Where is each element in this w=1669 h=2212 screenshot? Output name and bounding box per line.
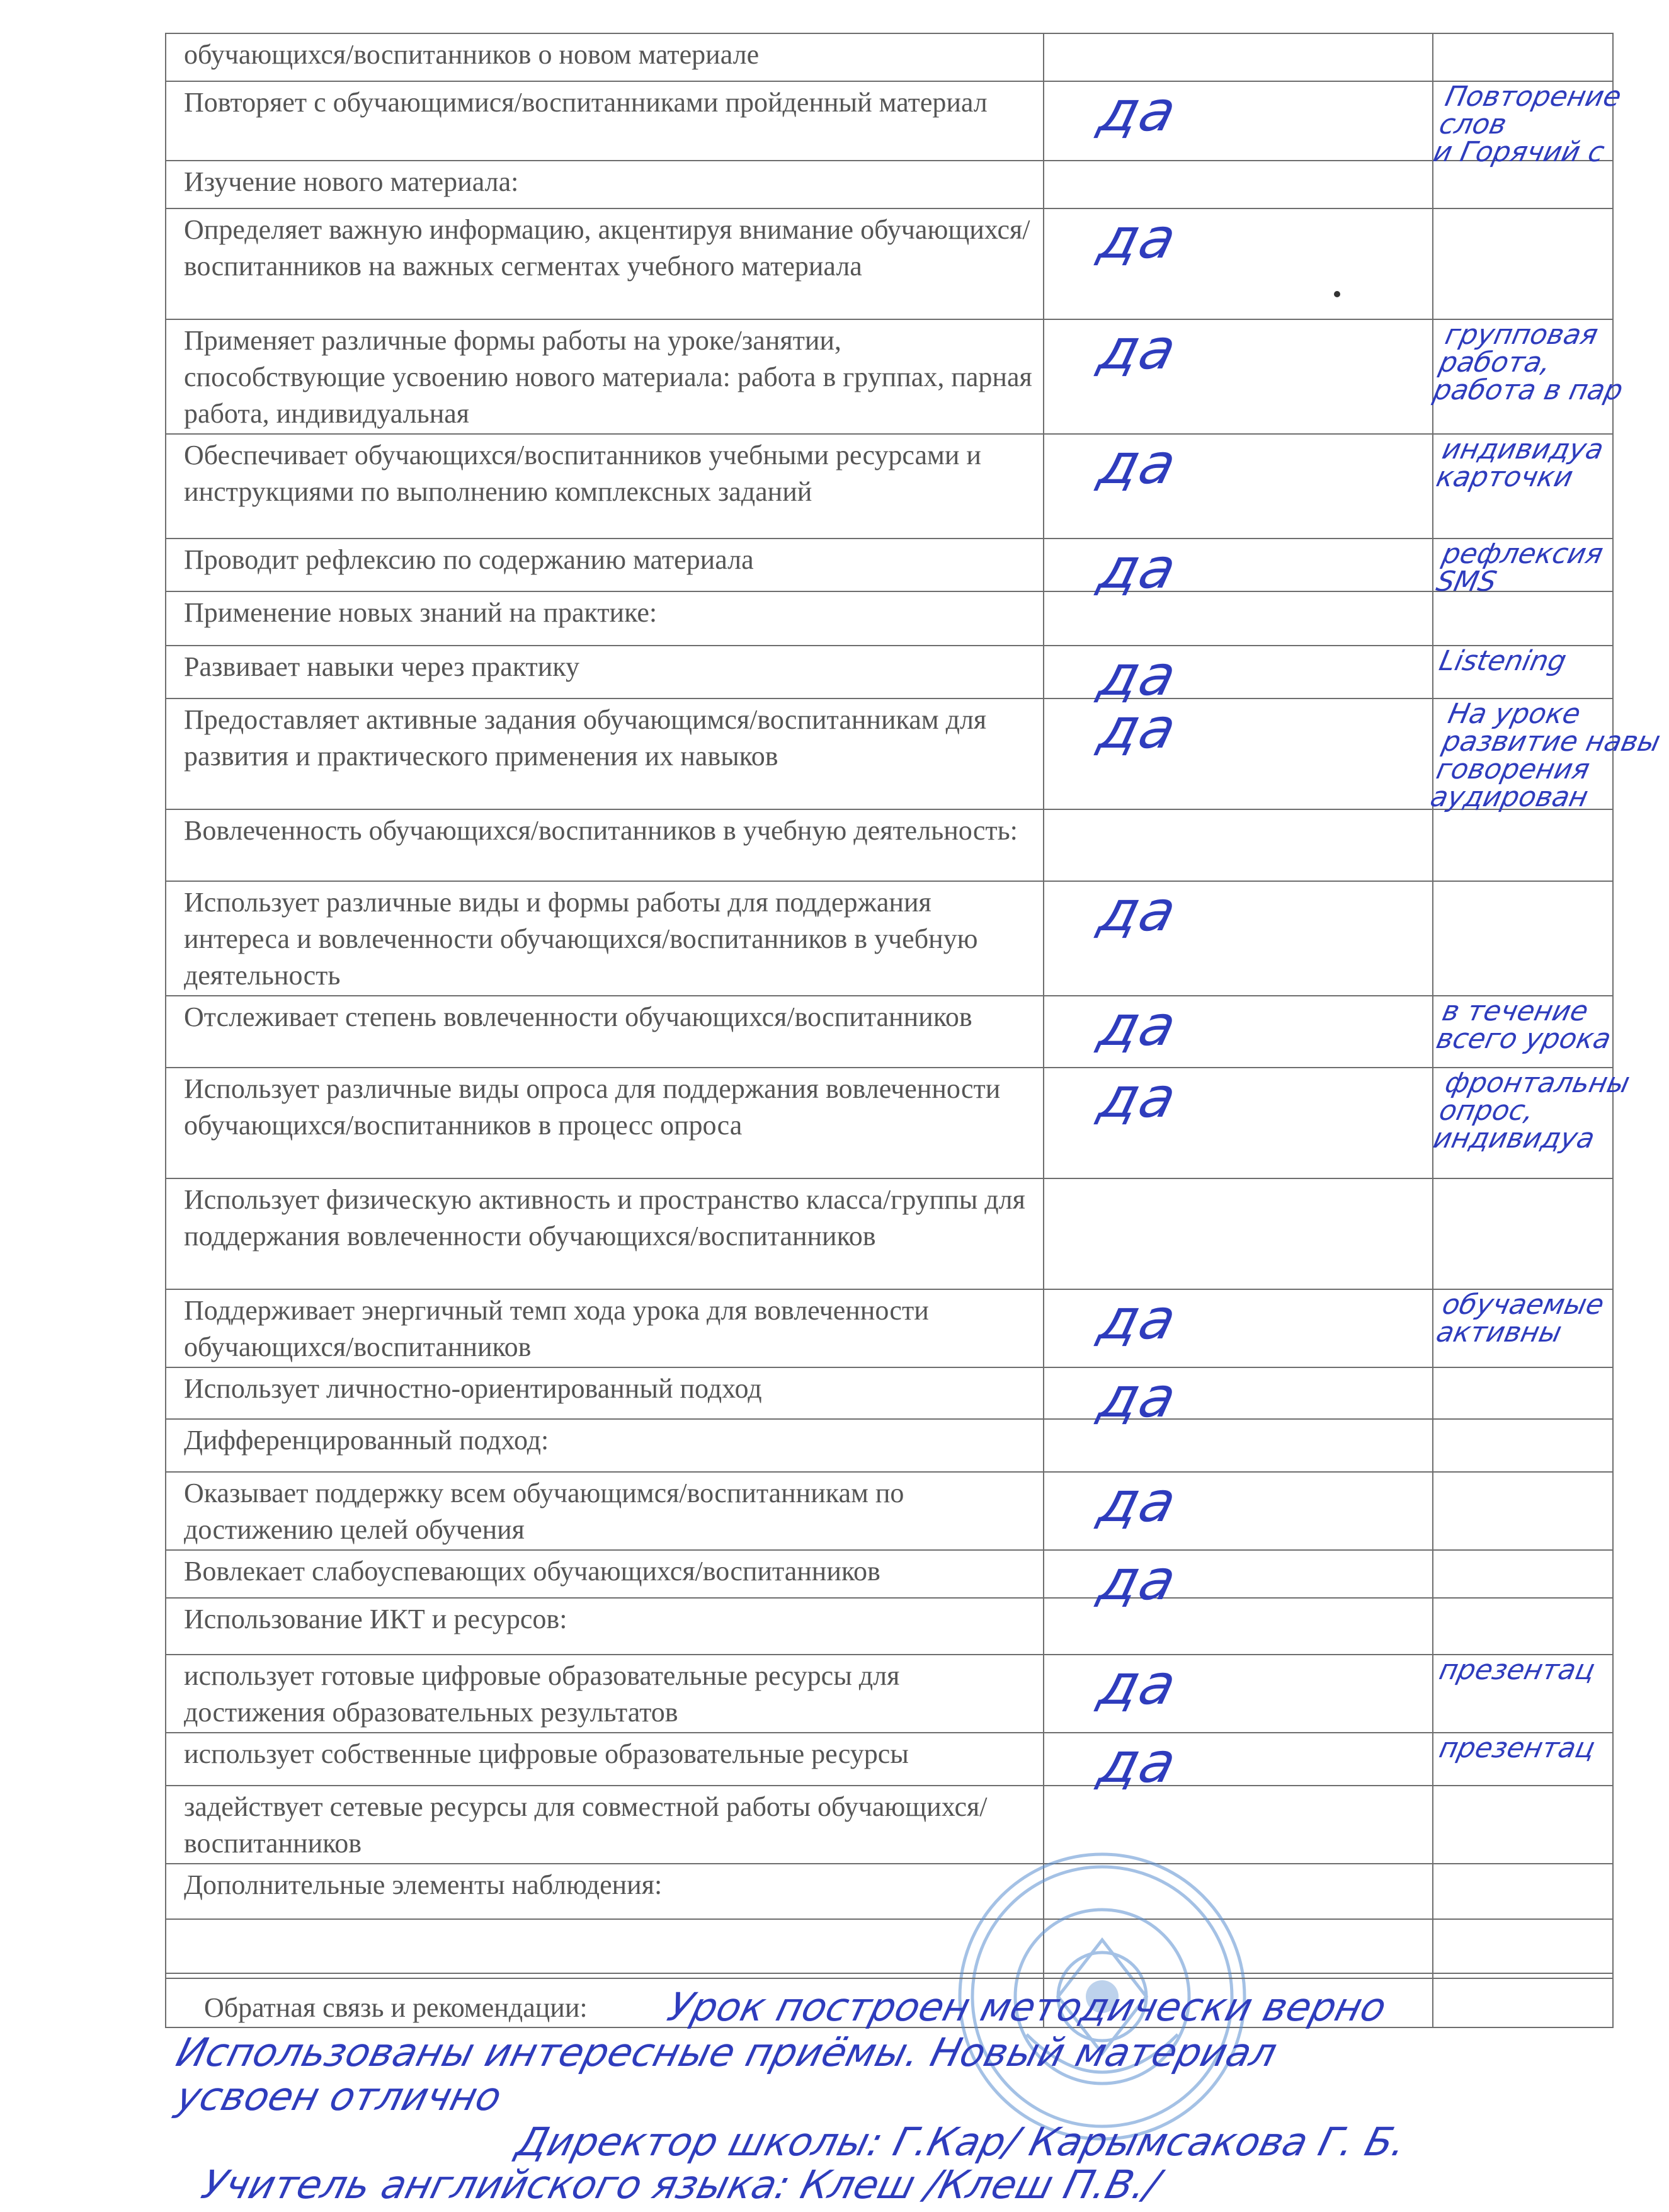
table-row <box>166 996 1613 1068</box>
note-cell <box>1433 646 1613 698</box>
criterion-cell: Вовлеченность обучающихся/воспитанников в учебную деятельность: <box>166 809 1044 881</box>
table-row <box>166 161 1613 208</box>
feedback-line-1: Урок построен методически верно <box>663 1984 1391 2030</box>
mark-cell <box>1044 809 1433 881</box>
handwritten-note: Повторение слов и Горячий с <box>1430 81 1624 168</box>
note-cell <box>1430 319 1626 434</box>
note-cell <box>1430 81 1624 168</box>
director-signature-line: Директор школы: Г.Кар/ Карымсакова Г. Б. <box>511 2119 1411 2165</box>
note-cell <box>1433 1786 1613 1864</box>
mark-cell <box>1044 536 1433 601</box>
handwritten-note: обучаемые активны <box>1433 1289 1607 1348</box>
note-cell <box>1433 881 1613 996</box>
handwritten-mark: да <box>1093 1365 1184 1430</box>
mark-cell <box>1044 1730 1433 1795</box>
mark-cell <box>1044 993 1433 1068</box>
table-row <box>166 1472 1613 1550</box>
criterion-cell: Поддерживает энергичный темп хода урока для вовлеченности обучающихся/воспитанников <box>166 1289 1044 1367</box>
criterion-cell: Применяет различные формы работы на уроке/занятии, способствующие усвоению нового материала: работа в группах, парная работа, индивидуальная <box>166 319 1044 434</box>
handwritten-mark: да <box>1093 1652 1184 1717</box>
handwritten-note: презентац <box>1436 1732 1598 1764</box>
criterion-cell: Дифференцированный подход: <box>166 1419 1044 1472</box>
note-cell <box>1433 1919 1613 1973</box>
table-row <box>166 1655 1613 1733</box>
note-cell <box>1433 1472 1613 1550</box>
feedback-line-3: усвоен отлично <box>171 2073 506 2119</box>
table-row <box>166 1419 1613 1472</box>
table-row <box>166 539 1613 591</box>
table-row <box>166 33 1613 81</box>
criterion-cell: Обеспечивает обучающихся/воспитанников учебными ресурсами и инструкциями по выполнению комплексных заданий <box>166 434 1044 539</box>
feedback-line-2: Использованы интересные приёмы. Новый материал <box>171 2029 1282 2075</box>
criterion-cell: использует собственные цифровые образовательные ресурсы <box>166 1733 1044 1786</box>
mark-cell <box>1044 1419 1433 1472</box>
handwritten-note: рефлексия SMS <box>1433 538 1606 598</box>
mark-cell <box>1044 161 1433 208</box>
note-cell <box>1433 208 1613 319</box>
criterion-cell: Повторяет с обучающимися/воспитанниками пройденный материал <box>166 81 1044 161</box>
handwritten-mark: да <box>1093 643 1184 708</box>
note-cell <box>1433 1864 1613 1919</box>
feedback-section <box>165 1978 1614 2212</box>
mark-cell <box>1044 1365 1433 1430</box>
criterion-cell: обучающихся/воспитанников о новом материале <box>166 33 1044 81</box>
note-cell <box>1433 538 1613 598</box>
note-cell <box>1433 1289 1613 1367</box>
table-row <box>166 809 1613 881</box>
mark-cell <box>1044 81 1433 161</box>
feedback-label: Обратная связь и рекомендации: <box>204 1992 588 2023</box>
criterion-cell: Использует различные виды и формы работы для поддержания интереса и вовлеченности обучающихся/воспитанников в учебную деятельность <box>166 881 1044 996</box>
mark-cell <box>1044 643 1433 708</box>
observation-rows <box>166 33 1663 2027</box>
table-row <box>166 1178 1613 1289</box>
table-row <box>166 1289 1613 1367</box>
table-row <box>166 319 1613 434</box>
mark-cell <box>1044 1598 1433 1655</box>
table-row <box>166 1786 1613 1864</box>
handwritten-mark: да <box>1093 206 1184 271</box>
mark-cell <box>1044 208 1433 319</box>
table-row <box>166 646 1613 698</box>
note-cell <box>1433 434 1613 539</box>
criterion-cell: задействует сетевые ресурсы для совместной работы обучающихся/воспитанников <box>166 1786 1044 1864</box>
table-row <box>166 1068 1613 1178</box>
criterion-cell: Предоставляет активные задания обучающимся/воспитанникам для развития и практического применения их навыков <box>166 698 1044 809</box>
handwritten-note: в течение всего урока <box>1433 995 1614 1055</box>
note-cell <box>1433 996 1613 1068</box>
handwritten-mark: да <box>1093 1548 1184 1612</box>
handwritten-note: фронтальны опрос, индивидуа <box>1430 1067 1633 1154</box>
criterion-cell: Использует физическую активность и пространство класса/группы для поддержания вовлеченности обучающихся/воспитанников <box>166 1178 1044 1289</box>
criterion-cell: Применение новых знаний на практике: <box>166 591 1044 646</box>
mark-cell <box>1044 698 1433 809</box>
criterion-cell: Вовлекает слабоуспевающих обучающихся/воспитанников <box>166 1550 1044 1598</box>
teacher-signature-line: Учитель английского языка: Клеш /Клеш П.В./ <box>197 2162 1165 2208</box>
note-cell <box>1433 161 1613 208</box>
table-row <box>166 1864 1613 1919</box>
note-cell <box>1433 809 1613 881</box>
table-row <box>166 434 1613 539</box>
handwritten-mark: да <box>1093 1730 1184 1795</box>
mark-cell <box>1044 319 1433 434</box>
criterion-cell: Оказывает поддержку всем обучающимся/воспитанникам по достижению целей обучения <box>166 1472 1044 1550</box>
criterion-cell: Изучение нового материала: <box>166 161 1044 208</box>
handwritten-mark: да <box>1093 993 1184 1058</box>
note-cell <box>1427 698 1663 813</box>
criterion-cell: Использует различные виды опроса для поддержания вовлеченности обучающихся/воспитанников в процесс опроса <box>166 1068 1044 1178</box>
criterion-cell: использует готовые цифровые образовательные ресурсы для достижения образовательных результатов <box>166 1655 1044 1733</box>
note-cell <box>1433 1733 1613 1786</box>
table-row <box>166 1919 1613 1973</box>
handwritten-mark: да <box>1093 317 1184 382</box>
table-row <box>166 1367 1613 1419</box>
handwritten-mark: да <box>1093 79 1184 144</box>
note-cell <box>1433 1550 1613 1598</box>
mark-cell <box>1044 1178 1433 1289</box>
handwritten-note: групповая работа, работа в пар <box>1430 319 1626 406</box>
table-row <box>166 1733 1613 1786</box>
observation-table <box>165 33 1663 2028</box>
handwritten-note: Listening <box>1436 645 1569 677</box>
mark-cell <box>1044 431 1433 539</box>
table-row <box>166 81 1613 161</box>
table-row <box>166 208 1613 319</box>
note-cell <box>1433 591 1613 646</box>
table-row <box>166 1598 1613 1655</box>
mark-cell <box>1044 1469 1433 1550</box>
note-cell <box>1433 33 1613 81</box>
mark-cell <box>1044 33 1433 81</box>
table-row <box>166 698 1613 809</box>
criterion-cell <box>166 1919 1044 1973</box>
handwritten-mark: да <box>1093 1469 1184 1534</box>
criterion-cell: Использует личностно-ориентированный подход <box>166 1367 1044 1419</box>
handwritten-mark: да <box>1093 431 1184 496</box>
note-cell <box>1433 1367 1613 1419</box>
note-cell <box>1433 1598 1613 1655</box>
criterion-cell: Дополнительные элементы наблюдения: <box>166 1864 1044 1919</box>
note-cell <box>1430 1067 1633 1178</box>
handwritten-mark: да <box>1093 1287 1184 1352</box>
mark-cell <box>1044 1289 1433 1367</box>
table-row <box>166 881 1613 996</box>
note-cell <box>1433 1655 1613 1733</box>
criterion-cell: Развивает навыки через практику <box>166 646 1044 698</box>
mark-cell <box>1044 1065 1433 1178</box>
handwritten-note: На уроке развитие навы говорения аудирован <box>1427 698 1663 813</box>
handwritten-mark: да <box>1093 536 1184 601</box>
handwritten-note: индивидуа карточки <box>1433 433 1607 493</box>
handwritten-note: презентац <box>1436 1654 1598 1686</box>
mark-cell <box>1044 1548 1433 1612</box>
mark-cell <box>1044 881 1433 996</box>
mark-cell <box>1044 591 1433 646</box>
criterion-cell: Определяет важную информацию, акцентируя внимание обучающихся/воспитанников на важных сегментах учебного материала <box>166 208 1044 319</box>
note-cell <box>1433 1419 1613 1472</box>
table-row <box>166 591 1613 646</box>
criterion-cell: Проводит рефлексию по содержанию материала <box>166 539 1044 591</box>
criterion-cell: Отслеживает степень вовлеченности обучающихся/воспитанников <box>166 996 1044 1068</box>
handwritten-mark: да <box>1093 1065 1184 1130</box>
table-row <box>166 1550 1613 1598</box>
mark-cell <box>1044 1652 1433 1733</box>
note-cell <box>1433 1178 1613 1289</box>
handwritten-mark: да <box>1093 696 1184 761</box>
handwritten-mark: да <box>1093 879 1184 944</box>
ink-dot <box>1334 291 1340 297</box>
criterion-cell: Использование ИКТ и ресурсов: <box>166 1598 1044 1655</box>
